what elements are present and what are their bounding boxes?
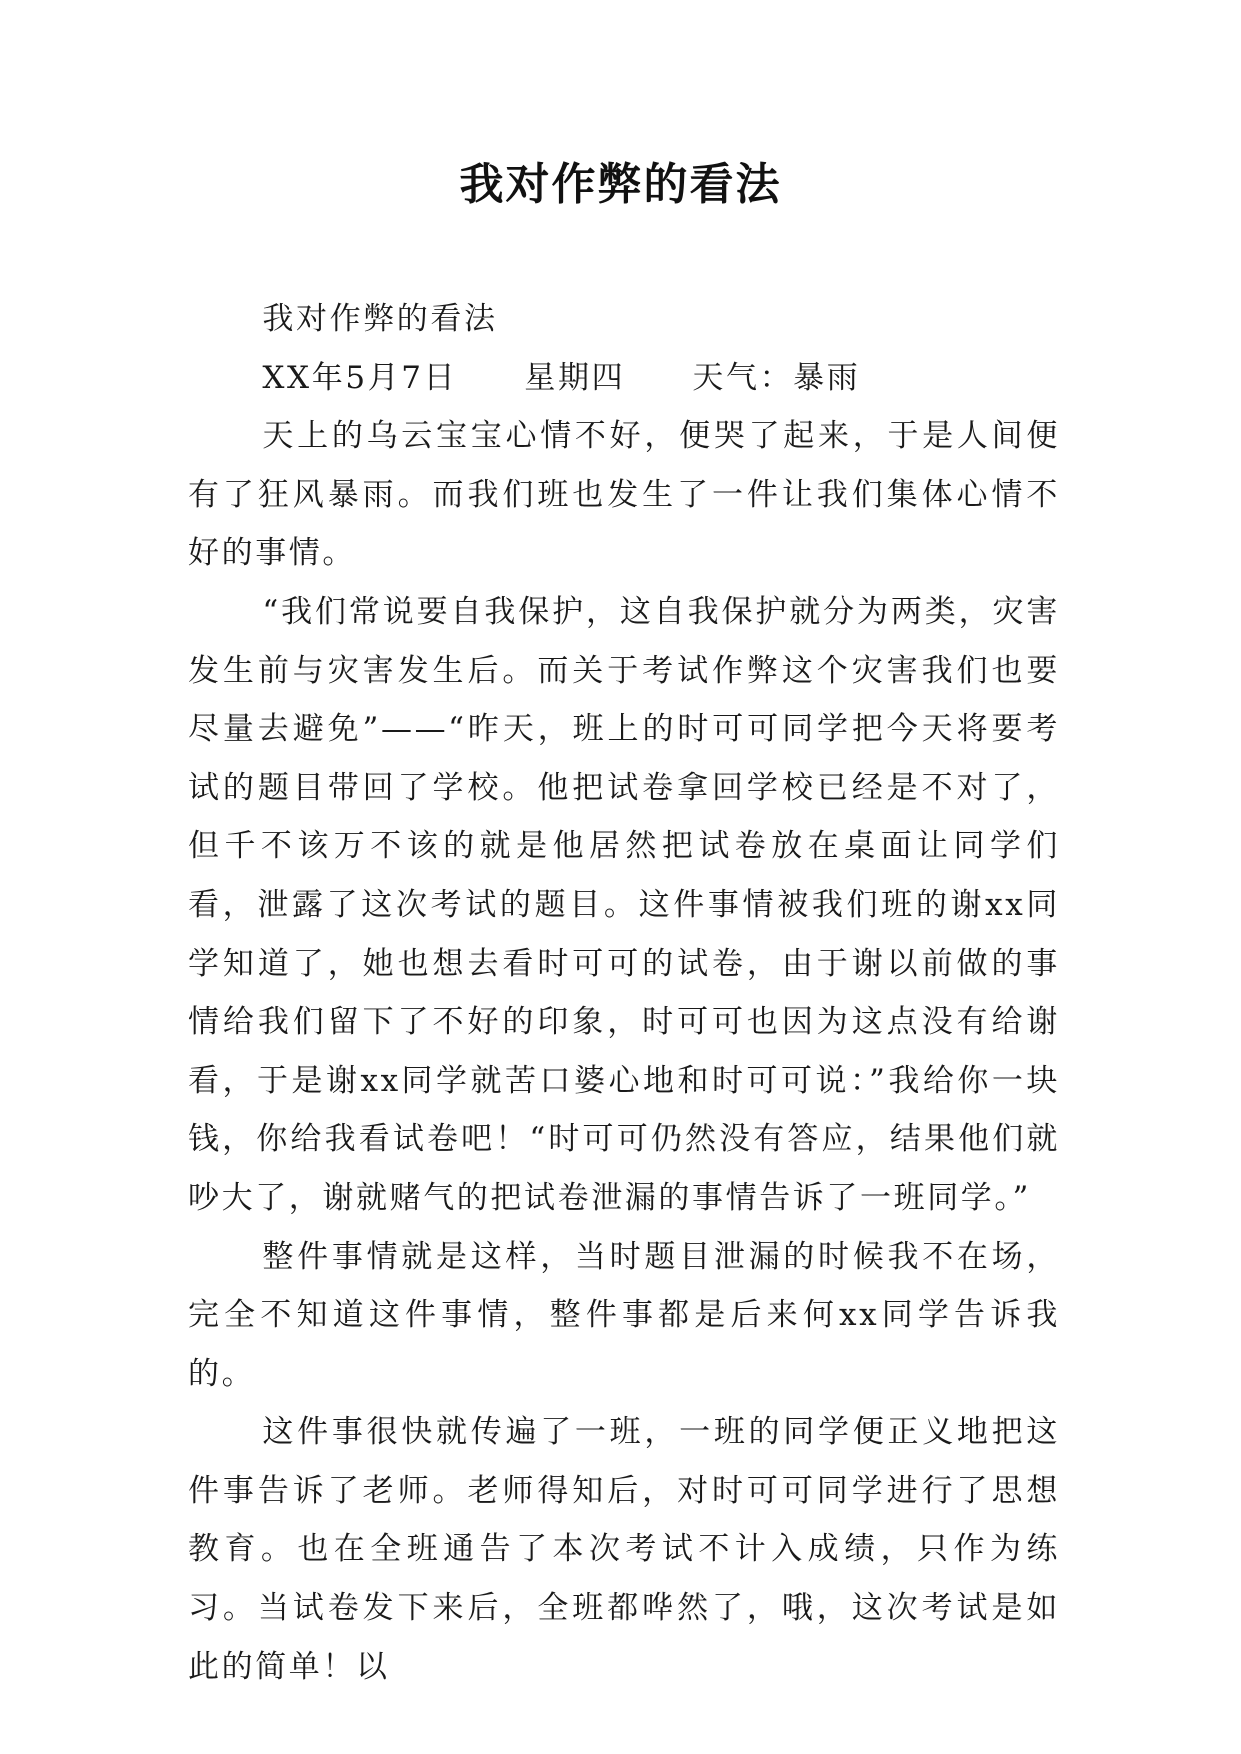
document-body xyxy=(188,290,1060,1696)
paragraph-incident: “我们常说要自我保护，这自我保护就分为两类，灾害发生前与灾害发生后。而关于考试作弊这个灾害我们也要尽量去避免”——“昨天，班上的时可可同学把今天将要考试的题目带回了学校。他把试卷拿回学校已经是不对了，但千不该万不该的就是他居然把试卷放在桌面让同学们看，泄露了这次考试的题目。这件事情被我们班的谢xx同学知道了，她也想去看时可可的试卷，由于谢以前做的事情给我们留下了不好的印象，时可可也因为这点没有给谢看，于是谢xx同学就苦口婆心地和时可可说：”我给你一块钱，你给我看试卷吧！“时可可仍然没有答应，结果他们就吵大了，谢就赌气的把试卷泄漏的事情告诉了一班同学。” xyxy=(188,593,1060,1216)
paragraph-dateline: XX年5月7日 星期四 天气：暴雨 xyxy=(262,359,861,396)
document-title: 我对作弊的看法 xyxy=(459,159,782,210)
paragraph-summary: 整件事情就是这样，当时题目泄漏的时候我不在场，完全不知道这件事情，整件事都是后来何xx同学告诉我的。 xyxy=(188,1238,1060,1392)
paragraph-subtitle: 我对作弊的看法 xyxy=(262,301,498,337)
paragraph-aftermath: 这件事很快就传遍了一班，一班的同学便正义地把这件事告诉了老师。老师得知后，对时可可同学进行了思想教育。也在全班通告了本次考试不计入成绩，只作为练习。当试卷发下来后，全班都哗然了，哦，这次考试是如此的简单！以 xyxy=(188,1414,1060,1685)
paragraph-weather-intro: 天上的乌云宝宝心情不好，便哭了起来，于是人间便有了狂风暴雨。而我们班也发生了一件让我们集体心情不好的事情。 xyxy=(188,418,1060,572)
